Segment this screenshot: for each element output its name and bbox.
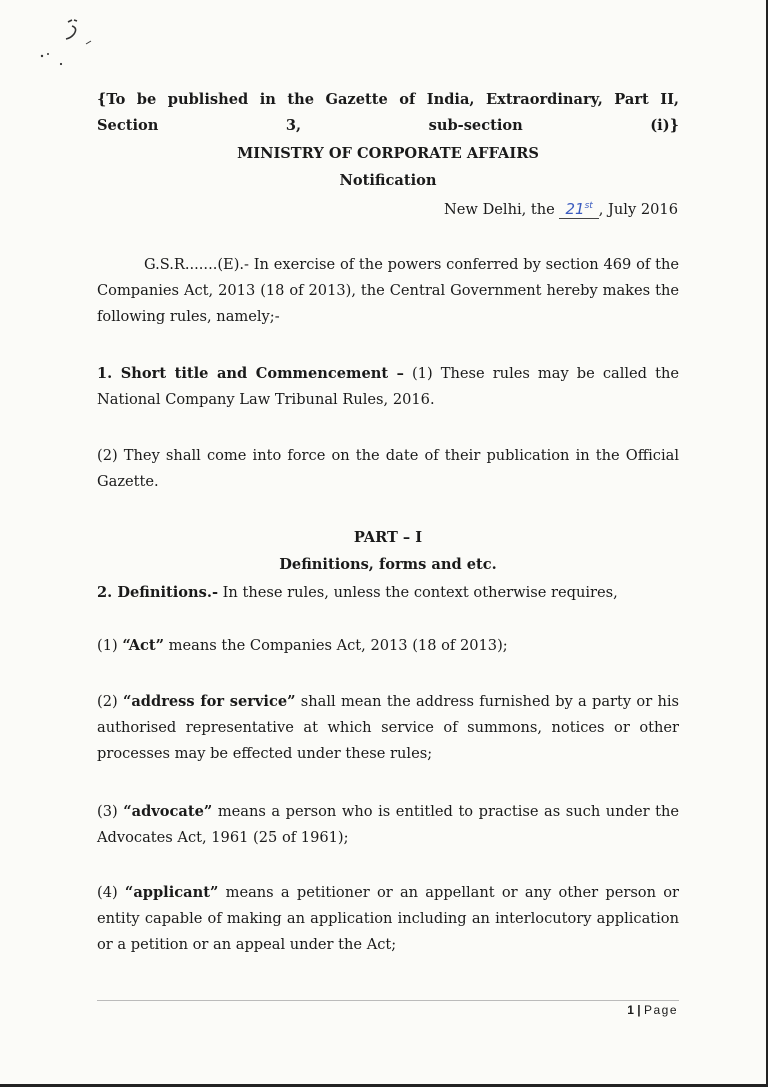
rule-1-clause-1-text: (1) These rules may be called the National Company Law Tribunal Rules, 2016. (97, 365, 679, 408)
notification-title: Notification (339, 172, 437, 189)
handwritten-date: 21st (559, 197, 598, 219)
rule-1-clause-2: (2) They shall come into force on the date of their publication in the Official Gazette. (97, 447, 679, 490)
dateline-prefix: New Delhi, the (444, 201, 555, 218)
part-subtitle: Definitions, forms and etc. (279, 556, 497, 573)
dateline-suffix: , July 2016 (598, 201, 678, 218)
ministry-title: MINISTRY OF CORPORATE AFFAIRS (237, 145, 539, 162)
definition-term: “advocate” (123, 803, 213, 820)
definition-term: “applicant” (124, 884, 219, 901)
rule-2-intro (97, 580, 679, 606)
gazette-header: {To be published in the Gazette of India, Extraordinary, Part II, Section 3, sub-section (i)} (97, 91, 679, 134)
definition-item: (2) “address for service” shall mean the address furnished by a party or his authorised representative at which service of summons, notices or other processes may be effected under these rules; (97, 693, 679, 762)
preamble: G.S.R.......(E).- In exercise of the powers conferred by section 469 of the Companies Act, 2013 (18 of 2013), the Central Government hereby makes the following rules, namely;- (97, 256, 679, 325)
definition-term: “Act” (122, 637, 165, 654)
part-title: PART – I (353, 529, 423, 546)
definition-item: (3) “advocate” means a person who is entitled to practise as such under the Advocates Act, 1961 (25 of 1961); (97, 803, 680, 846)
definition-item: (4) “applicant” means a petitioner or an appellant or any other person or entity capable of making an application including an interlocutory application or a petition or an appeal under the Act; (97, 884, 679, 953)
rule-1-clause-1 (97, 361, 679, 413)
rule-2-intro-text: In these rules, unless the context otherwise requires, (218, 584, 618, 601)
footer-divider (97, 1000, 679, 1001)
scan-specks (28, 14, 118, 74)
page-number: 1 | Page (627, 1003, 678, 1017)
dateline (444, 197, 678, 223)
rule-1-heading: 1. Short title and Commencement – (97, 365, 404, 382)
definition-term: “address for service” (122, 693, 296, 710)
rule-2-heading: 2. Definitions.- (97, 584, 219, 601)
definition-item: (1) “Act” means the Companies Act, 2013 (18 of 2013); (97, 637, 508, 654)
